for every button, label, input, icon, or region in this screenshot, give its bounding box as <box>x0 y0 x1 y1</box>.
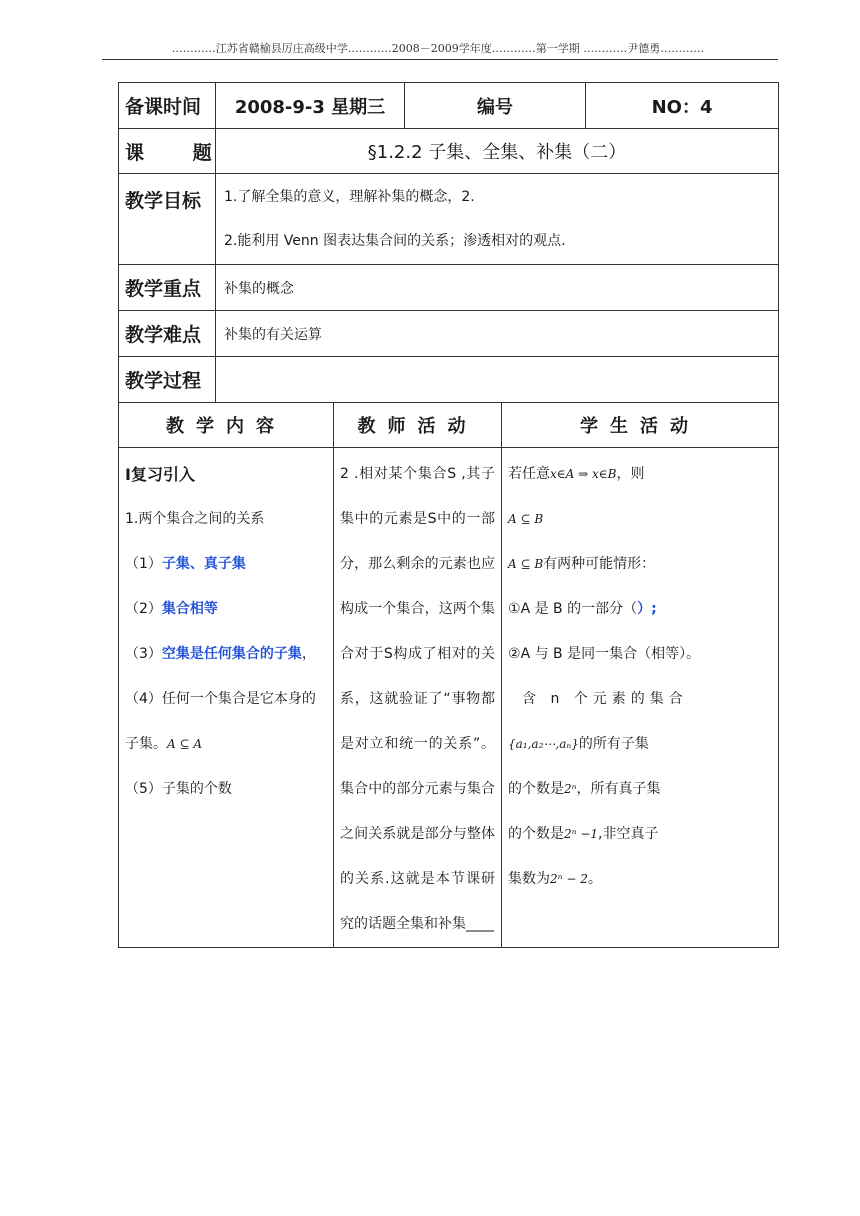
student-line-8-a: 的个数是 <box>508 781 565 797</box>
student-line-4-b: ）; <box>637 601 657 617</box>
student-line-4-a: ①A 是 B 的一部分（ <box>508 601 638 617</box>
student-line-9-b: ,非空真子 <box>598 826 659 842</box>
column-teacher-header: 教师活动 <box>334 403 502 448</box>
content-item-3 <box>125 587 327 632</box>
process-value <box>216 357 779 403</box>
topic-value: §1.2.2 子集、全集、补集（二） <box>216 129 779 174</box>
time-label: 备课时间 <box>119 83 216 129</box>
student-line-7-text: 的所有子集 <box>578 736 649 752</box>
student-line-9-a: 的个数是 <box>508 826 565 842</box>
time-value: 2008-9-3 星期三 <box>216 83 405 129</box>
student-line-3 <box>508 542 772 587</box>
difficulty-label: 教学难点 <box>119 311 216 357</box>
student-line-4 <box>508 587 772 632</box>
student-line-8-b: ，所有真子集 <box>576 781 661 797</box>
content-item-4-prefix: （3） <box>125 646 162 662</box>
student-line-2: A ⊆ B <box>508 512 544 526</box>
student-line-7 <box>508 722 772 767</box>
student-line-9 <box>508 812 772 857</box>
student-column <box>502 448 779 948</box>
student-line-6: 含 n 个元素的集合 <box>522 691 688 707</box>
header-rule <box>102 59 778 60</box>
goal-line-1: 1.了解全集的意义，理解补集的概念，2. <box>224 189 475 205</box>
number-value: NO：4 <box>586 83 779 129</box>
student-line-3-math: A ⊆ B <box>508 557 544 571</box>
student-line-1-b: ，则 <box>616 466 645 482</box>
topic-label-text: 课 题 <box>125 141 212 164</box>
key-value: 补集的概念 <box>216 265 779 311</box>
content-item-2-prefix: （1） <box>125 556 162 572</box>
student-line-5: ②A 与 B 是同一集合（相等）。 <box>508 646 701 662</box>
student-line-1-math: x∈A ⇒ x∈B <box>550 467 617 481</box>
goal-line-2: 2.能利用 Venn 图表达集合间的关系；渗透相对的观点. <box>224 233 566 249</box>
content-item-6: （5）子集的个数 <box>125 781 232 797</box>
teacher-column <box>334 448 502 948</box>
student-line-7-math: {a₁,a₂⋯,aₙ} <box>508 737 579 751</box>
student-line-9-math: 2ⁿ −1 <box>564 827 599 841</box>
content-item-5 <box>125 677 327 767</box>
difficulty-value: 补集的有关运算 <box>216 311 779 357</box>
content-item-3-highlight: 集合相等 <box>161 601 218 617</box>
content-item-3-prefix: （2） <box>125 601 162 617</box>
key-label: 教学重点 <box>119 265 216 311</box>
student-line-10-a: 集数为 <box>508 871 551 887</box>
content-item-5-text: （4）任何一个集合是它本身的子集。 <box>125 691 316 752</box>
student-line-10 <box>508 857 772 902</box>
student-line-1 <box>508 452 772 497</box>
content-item-4-highlight: 空集是任何集合的子集 <box>161 646 302 662</box>
goal-value <box>216 174 779 265</box>
lesson-plan-table <box>118 82 779 948</box>
content-item-2 <box>125 542 327 587</box>
process-label: 教学过程 <box>119 357 216 403</box>
topic-label <box>119 129 216 174</box>
content-column <box>119 448 334 948</box>
student-line-10-math: 2ⁿ − 2 <box>550 872 588 886</box>
student-line-8-math: 2ⁿ <box>564 782 577 796</box>
content-item-1: 1.两个集合之间的关系 <box>125 511 265 527</box>
section-title: Ⅰ复习引入 <box>125 465 195 484</box>
content-item-4-suffix: ， <box>301 646 316 662</box>
student-line-1-a: 若任意 <box>508 466 551 482</box>
student-line-3-text: 有两种可能情形： <box>543 556 656 572</box>
student-line-8 <box>508 767 772 812</box>
column-student-header: 学生活动 <box>502 403 779 448</box>
goal-label: 教学目标 <box>119 174 216 265</box>
content-item-2-highlight: 子集、真子集 <box>161 556 246 572</box>
student-line-10-b: 。 <box>587 871 602 887</box>
page-header: …………江苏省赣榆县厉庄高级中学…………2008－2009学年度…………第一学期 …………尹德勇………… <box>171 42 705 55</box>
teacher-paragraph: 2 .相对某个集合S ,其子集中的元素是S中的一部分，那么剩余的元素也应构成一个集合，这两个集合对于S构成了相对的关系，这就验证了“事物都是对立和统一的关系”。集合中的部分元素与集合之间关系就是部分与整体的关系.这就是本节课研究的话题全集和补集____ <box>340 466 496 932</box>
content-item-4 <box>125 632 327 677</box>
column-content-header: 教学内容 <box>119 403 334 448</box>
content-item-5-math: A ⊆ A <box>167 737 203 751</box>
number-label: 编号 <box>405 83 586 129</box>
